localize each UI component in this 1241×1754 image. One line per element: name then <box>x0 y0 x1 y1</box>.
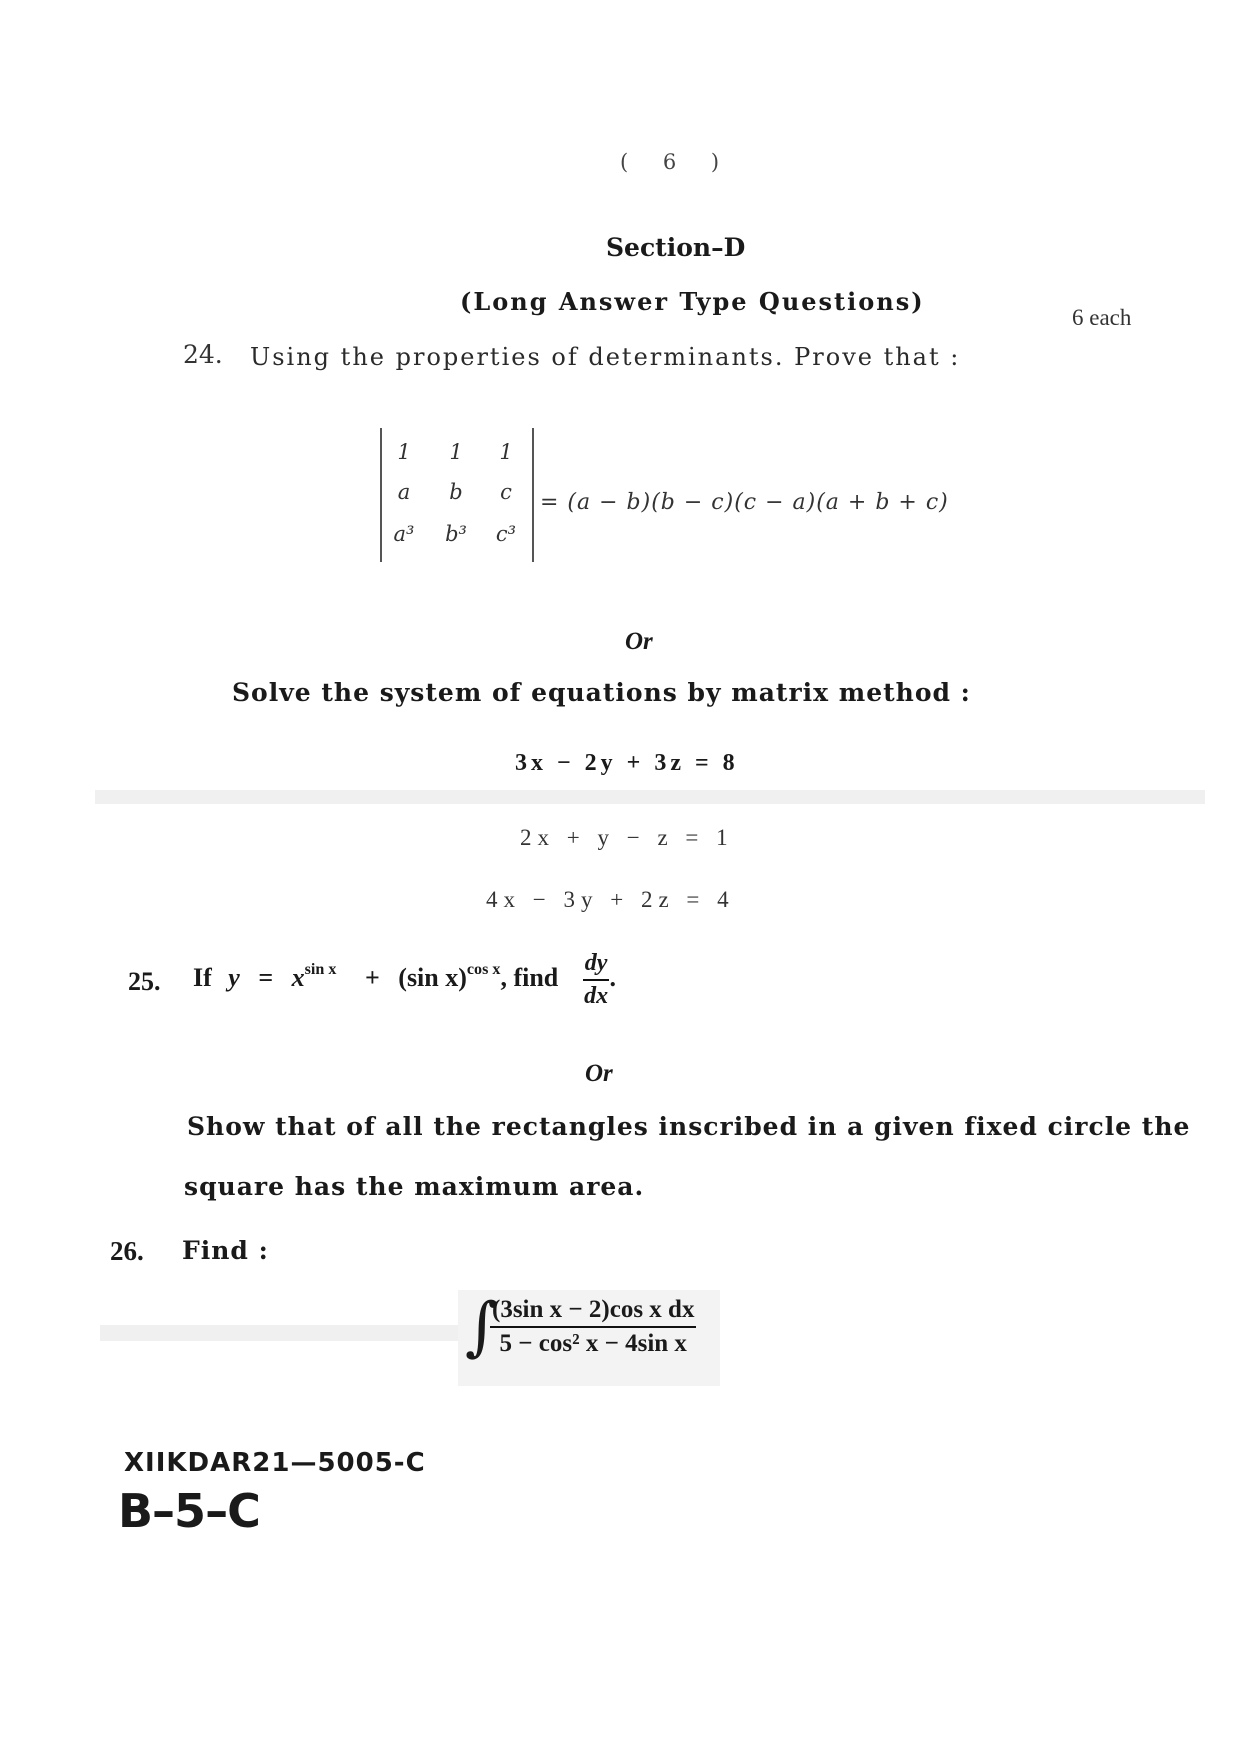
det-cell: a³ <box>393 522 415 546</box>
question-number-25: 25. <box>128 967 161 996</box>
det-cell: 1 <box>397 440 411 464</box>
q25-find: , find <box>500 962 559 992</box>
equation-2: 2x + y − z = 1 <box>520 825 734 850</box>
q25-equals: = <box>258 962 274 992</box>
question-number-24: 24. <box>183 340 223 369</box>
paper-set: B–5–C <box>118 1484 260 1538</box>
det-cell: a <box>397 480 411 504</box>
q25-y: y <box>228 962 240 992</box>
equation-1: 3x − 2y + 3z = 8 <box>515 750 739 776</box>
determinant-rhs: = (a − b)(b − c)(c − a)(a + b + c) <box>540 490 949 515</box>
equation-3: 4x − 3y + 2z = 4 <box>486 887 735 912</box>
frac-numerator: dy <box>583 950 610 981</box>
scan-shade-band <box>100 1325 460 1341</box>
det-cell: 1 <box>449 440 463 464</box>
question-25-alt-line1: Show that of all the rectangles inscribed in a given fixed circle the <box>187 1112 1191 1141</box>
question-25-alt-line2: square has the maximum area. <box>184 1172 645 1201</box>
question-24-alt-text: Solve the system of equations by matrix method : <box>232 678 971 707</box>
integral-fraction <box>490 1296 696 1358</box>
integral-denominator: 5 − cos² x − 4sin x <box>499 1330 687 1357</box>
page-number: ( 6 ) <box>620 150 734 174</box>
q25-sin-exponent: cos x <box>466 960 501 978</box>
det-cell: c³ <box>495 522 517 546</box>
or-separator: Or <box>585 1060 613 1087</box>
paper-code: XIIKDAR21—5005-C <box>124 1448 426 1478</box>
q25-plus: + <box>364 962 380 992</box>
question-number-26: 26. <box>110 1236 144 1266</box>
det-cell: b <box>449 480 463 504</box>
question-26-text: Find : <box>182 1236 269 1265</box>
q25-x-exponent: sin x <box>304 960 337 978</box>
or-separator: Or <box>625 628 653 655</box>
det-cell: c <box>500 480 512 504</box>
frac-denominator: dx <box>584 983 609 1009</box>
det-cell: 1 <box>499 440 513 464</box>
integral-numerator: (3sin x − 2)cos x dx <box>490 1296 696 1328</box>
scan-shade-band <box>95 790 1205 804</box>
section-title: Section–D <box>606 233 746 262</box>
integral-sign: ∫ <box>465 1290 499 1364</box>
determinant <box>380 428 534 562</box>
q25-x-base: x <box>291 962 305 992</box>
dy-dx-fraction <box>583 950 610 1010</box>
question-25-statement: If $y = x^{sin x} + (\sin$ x)$^{cos x}$, find $\frac{dy}{dx}$ . <box>193 950 616 1009</box>
marks-label: 6 each <box>1072 305 1132 330</box>
q25-sin-base: (sin x) <box>398 962 467 992</box>
question-24-text: Using the properties of determinants. Prove that : <box>250 343 961 371</box>
det-cell: b³ <box>445 522 467 546</box>
section-subtitle: (Long Answer Type Questions) <box>460 287 925 316</box>
q25-if: If <box>193 962 212 992</box>
